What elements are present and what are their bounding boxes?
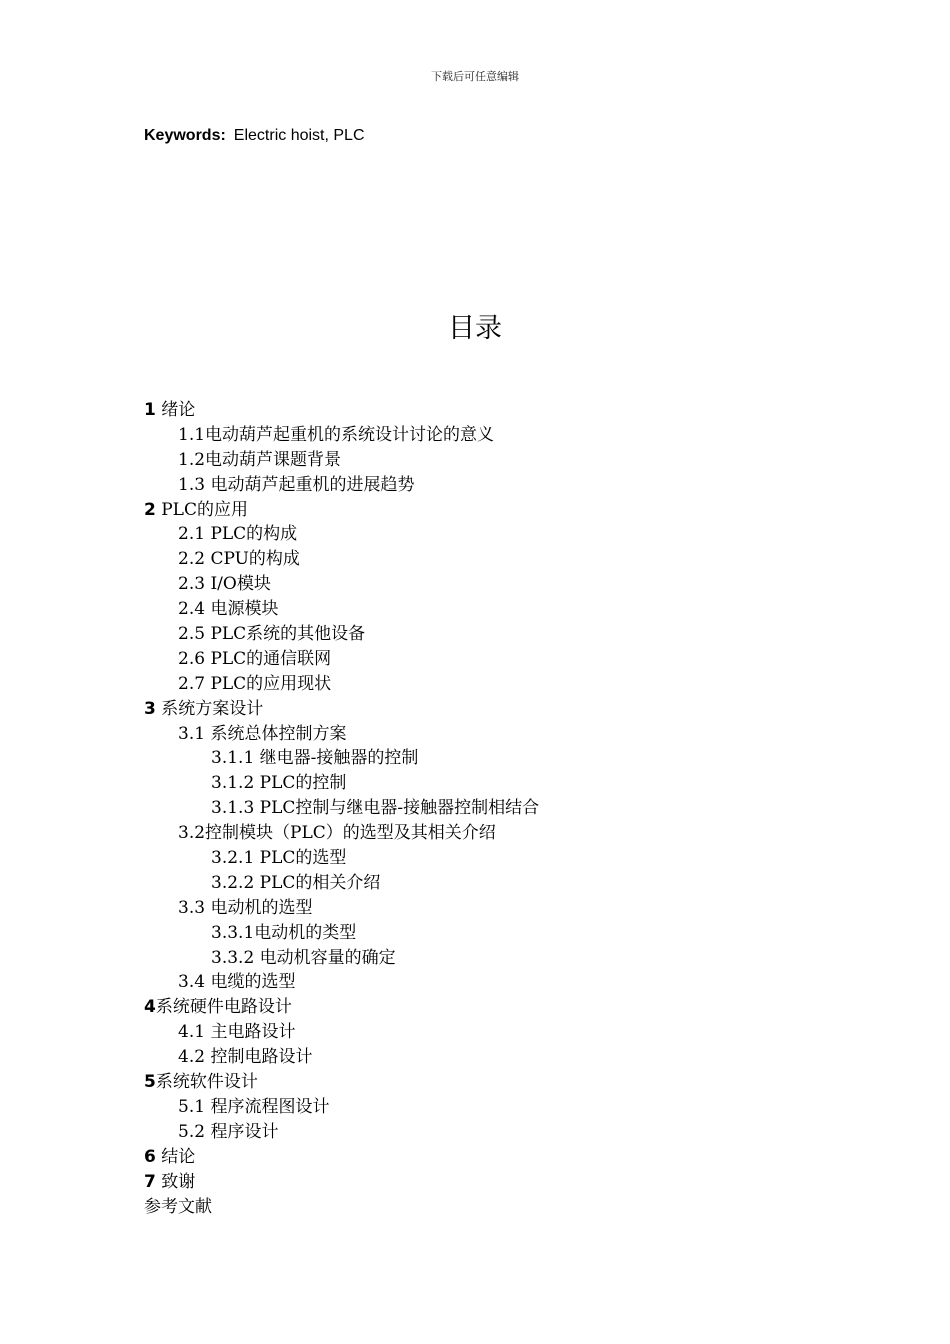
toc-entry-text: 2.5 PLC系统的其他设备 — [178, 624, 366, 645]
toc-entry — [144, 1145, 539, 1170]
toc-entry — [144, 995, 539, 1020]
toc-entry-text: 3.3 电动机的选型 — [178, 897, 313, 918]
toc-entry-number: 1 — [144, 400, 156, 420]
toc-entry-text: 2.1 PLC的构成 — [178, 524, 298, 545]
toc-entry-text: 3.1.1 继电器-接触器的控制 — [211, 748, 419, 769]
toc-entry-text: 1.1电动葫芦起重机的系统设计讨论的意义 — [178, 424, 495, 445]
toc-entry — [144, 647, 539, 672]
toc-entry-text: 4.1 主电路设计 — [178, 1022, 296, 1043]
toc-entry — [144, 771, 539, 796]
toc-entry — [144, 821, 539, 846]
toc-entry-text: 3.1.2 PLC的控制 — [211, 773, 347, 794]
toc-entry-text: 绪论 — [155, 400, 196, 420]
toc-entry-text: 5.2 程序设计 — [178, 1121, 279, 1142]
toc-entry — [144, 946, 539, 971]
toc-entry — [144, 1095, 539, 1120]
toc-entry-text: 1.3 电动葫芦起重机的进展趋势 — [178, 474, 415, 495]
toc-entry-number: 7 — [144, 1171, 156, 1192]
keywords-label: Keywords: — [144, 127, 226, 144]
toc-entry-text: 2.3 I/O模块 — [178, 574, 271, 595]
toc-entry-text: 3.1 系统总体控制方案 — [178, 723, 347, 744]
toc-entry — [144, 622, 539, 647]
toc-entry — [144, 1070, 539, 1095]
toc-entry — [144, 871, 539, 896]
toc-entry — [144, 796, 539, 821]
toc-entry-number: 6 — [144, 1146, 156, 1167]
toc-entry — [144, 722, 539, 747]
toc-entry-text: 系统硬件电路设计 — [155, 997, 292, 1018]
toc-entry-text: 参考文献 — [144, 1196, 212, 1217]
toc-entry-text: 结论 — [155, 1146, 196, 1167]
toc-entry-text: 3.3.2 电动机容量的确定 — [211, 947, 396, 968]
toc-entry — [144, 398, 539, 423]
toc-entry — [144, 448, 539, 473]
toc-entry-text: 3.2控制模块（PLC）的选型及其相关介绍 — [178, 823, 496, 844]
toc-entry-text: 3.2.1 PLC的选型 — [211, 848, 347, 869]
toc-entry — [144, 846, 539, 871]
toc-entry — [144, 896, 539, 921]
page-header-note: 下载后可任意编辑 — [431, 70, 519, 83]
toc-entry — [144, 970, 539, 995]
toc-entry — [144, 921, 539, 946]
toc-entry-text: 系统方案设计 — [155, 698, 264, 719]
toc-entry-text: 致谢 — [155, 1171, 196, 1192]
toc-entry — [144, 1045, 539, 1070]
toc-entry — [144, 423, 539, 448]
toc-entry-text: 3.1.3 PLC控制与继电器-接触器控制相结合 — [211, 798, 540, 819]
table-of-contents — [144, 398, 539, 1219]
toc-entry — [144, 1120, 539, 1145]
toc-entry-text: 2.7 PLC的应用现状 — [178, 673, 332, 694]
toc-entry-text: 2.4 电源模块 — [178, 599, 279, 620]
toc-entry-text: 3.4 电缆的选型 — [178, 972, 296, 993]
toc-entry-text: 4.2 控制电路设计 — [178, 1047, 313, 1068]
toc-entry-number: 3 — [144, 698, 156, 719]
toc-entry — [144, 672, 539, 697]
toc-title: 目录 — [448, 313, 502, 344]
toc-entry — [144, 1170, 539, 1195]
toc-entry — [144, 1020, 539, 1045]
toc-entry-text: 2.6 PLC的通信联网 — [178, 648, 332, 669]
toc-entry-text: 5.1 程序流程图设计 — [178, 1096, 330, 1117]
toc-entry — [144, 697, 539, 722]
toc-entry — [144, 1195, 539, 1220]
toc-entry-text: PLC的应用 — [155, 499, 248, 520]
toc-entry — [144, 746, 539, 771]
toc-entry — [144, 473, 539, 498]
toc-entry-text: 3.2.2 PLC的相关介绍 — [211, 872, 381, 893]
toc-entry — [144, 597, 539, 622]
toc-entry — [144, 572, 539, 597]
toc-entry-text: 2.2 CPU的构成 — [178, 549, 300, 570]
toc-entry — [144, 522, 539, 547]
toc-entry-text: 1.2电动葫芦课题背景 — [178, 449, 342, 470]
toc-entry — [144, 547, 539, 572]
toc-entry-number: 5 — [144, 1072, 156, 1093]
keywords-line — [144, 127, 365, 145]
toc-entry-text: 系统软件设计 — [155, 1072, 258, 1093]
toc-entry-number: 4 — [144, 997, 156, 1018]
toc-entry-number: 2 — [144, 499, 156, 520]
keywords-value: Electric hoist, PLC — [233, 127, 365, 144]
toc-entry-text: 3.3.1电动机的类型 — [211, 922, 357, 943]
toc-entry — [144, 498, 539, 523]
